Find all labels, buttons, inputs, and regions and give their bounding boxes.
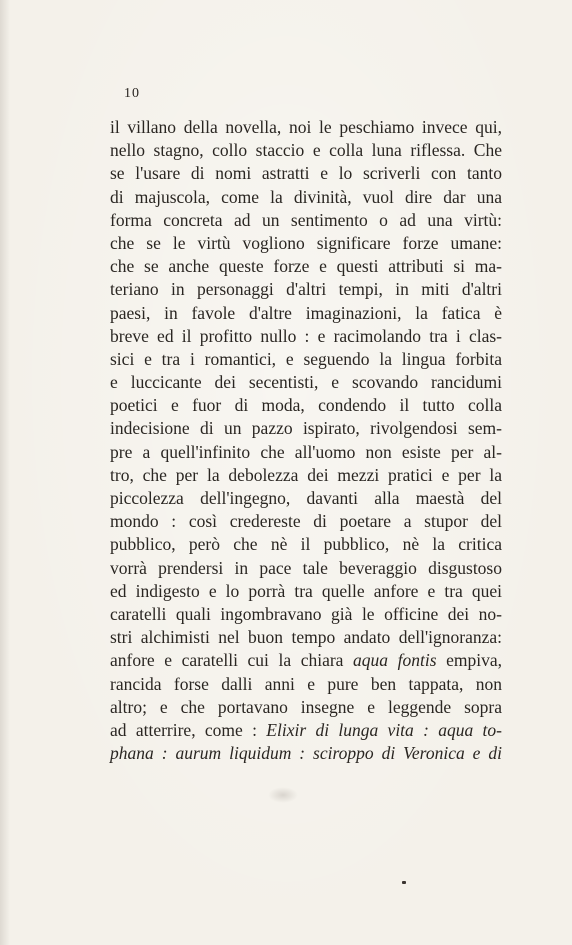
text-line: sici e tra i romantici, e seguendo la lingua forbita <box>110 348 502 369</box>
text-line: pubblico, però che nè il pubblico, nè la critica <box>110 534 502 555</box>
text-line: il villano della novella, noi le peschiamo invece qui, <box>110 117 502 137</box>
text-line: piccolezza dell'ingegno, davanti alla maestà del <box>110 488 502 508</box>
text-line: se l'usare di nomi astratti e lo scriverli con tanto <box>110 163 502 184</box>
italic-phrase: aqua fontis <box>353 650 437 671</box>
text-line: forma concreta ad un sentimento o ad una virtù: <box>110 209 502 230</box>
italic-phrase: Elixir di lunga vita : aqua to- <box>266 719 502 740</box>
text-line: che se anche queste forze e questi attributi si ma- <box>110 256 502 277</box>
text-line: rancida forse dalli anni e pure ben tappata, non <box>110 673 502 694</box>
text-line: teriano in personaggi d'altri tempi, in miti d'altri <box>110 279 502 300</box>
ink-speck <box>402 881 406 884</box>
text-line: ad atterrire, come : Elixir di lunga vita : aqua to- <box>110 719 502 740</box>
body-text <box>110 116 502 765</box>
text-line: paesi, in favole d'altre imaginazioni, la fatica è <box>110 302 502 323</box>
text-line: ed indigesto e lo porrà tra quelle anfore e tra quei <box>110 580 502 601</box>
ink-smudge <box>268 787 298 803</box>
text-line: e luccicante dei secentisti, e scovando rancidumi <box>110 372 502 393</box>
text-line: anfore e caratelli cui la chiara aqua fontis empiva, <box>110 650 502 671</box>
text-line: stri alchimisti nel buon tempo andato dell'ignoranza: <box>110 627 502 648</box>
page-number: 10 <box>124 86 140 101</box>
text-line: caratelli quali ingombravano già le officine dei no- <box>110 603 502 624</box>
text-line <box>110 742 502 765</box>
text-line: vorrà prendersi in pace tale beveraggio disgustoso <box>110 557 502 578</box>
text-line: di majuscola, come la divinità, vuol dire dar una <box>110 186 502 207</box>
text-line: altro; e che portavano insegne e leggende sopra <box>110 696 502 717</box>
text-line: mondo : così credereste di poetare a stupor del <box>110 511 502 532</box>
text-line: breve ed il profitto nullo : e racimolando tra i clas- <box>110 325 502 346</box>
text-line: indecisione di un pazzo ispirato, rivolgendosi sem- <box>110 418 502 439</box>
italic-phrase: phana : aurum liquidum : sciroppo di Veronica e di <box>110 743 502 764</box>
text-line: tro, che per la debolezza dei mezzi pratici e per la <box>110 464 502 485</box>
text-line: che se le virtù vogliono significare forze umane: <box>110 232 502 253</box>
text-line: poetici e fuor di moda, condendo il tutto colla <box>110 395 502 416</box>
text-line: pre a quell'infinito che all'uomo non esiste per al- <box>110 441 502 462</box>
text-line: nello stagno, collo staccio e colla luna riflessa. Che <box>110 140 502 161</box>
page-gutter-shadow <box>0 0 10 945</box>
